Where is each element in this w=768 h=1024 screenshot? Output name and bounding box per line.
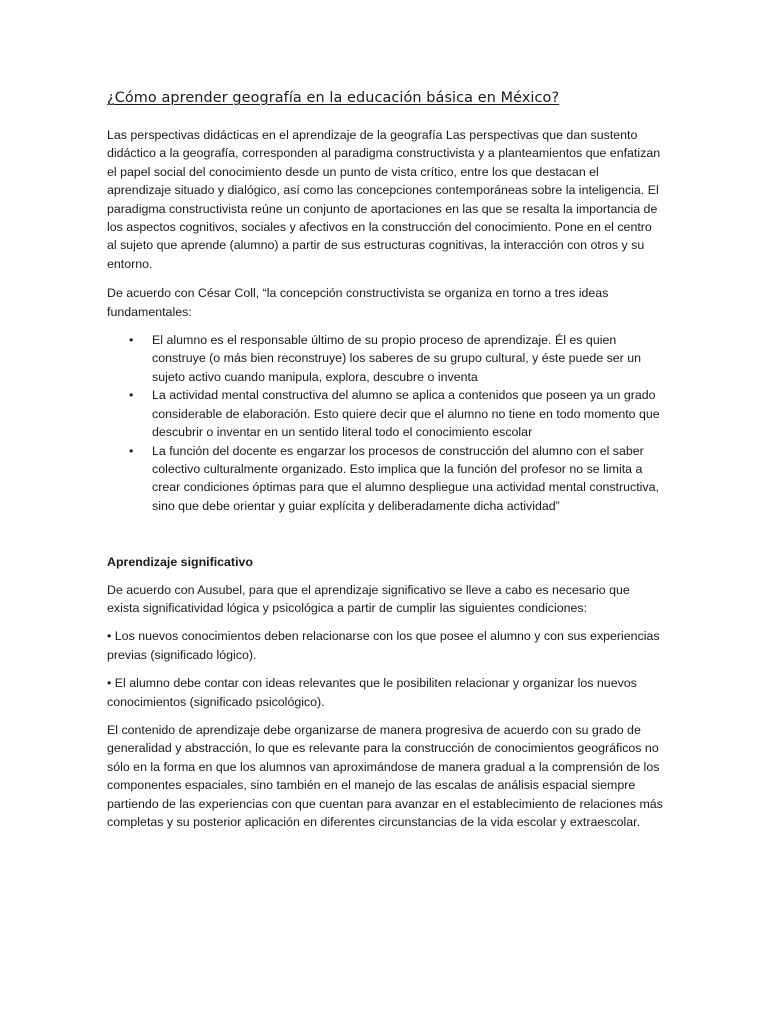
bullet-icon: •: [129, 443, 134, 458]
list-item: [129, 331, 663, 386]
bullet-icon: •: [129, 333, 134, 348]
list-item: [129, 442, 663, 516]
condition-paragraph-2: • El alumno debe contar con ideas relevantes que le posibiliten relacionar y organizar los nuevos conocimientos (significado psicológico).: [107, 676, 637, 709]
bullet-icon: •: [129, 388, 134, 403]
closing-paragraph: El contenido de aprendizaje debe organizarse de manera progresiva de acuerdo con su grado de generalidad y abstracción, lo que es relevante para la construcción de conocimientos geográficos no sólo en la forma en que los alumnos van aproximándose de manera gradual a la comprensión de los componentes espaciales, sino también en el manejo de las escalas de análisis espacial siempre partiendo de las experiencias con que cuentan para avanzar en el establecimiento de relaciones más completas y su posterior aplicación en diferentes circunstancias de la vida escolar y extraescolar.: [107, 722, 663, 829]
coll-intro-paragraph: De acuerdo con César Coll, “la concepción constructivista se organiza en torno a tres ideas fundamentales:: [107, 286, 609, 319]
ausubel-paragraph: De acuerdo con Ausubel, para que el aprendizaje significativo se lleve a cabo es necesario que exista significatividad lógica y psicológica a partir de cumplir las siguientes condiciones:: [107, 582, 630, 615]
page-title: ¿Cómo aprender geografía en la educación básica en México?: [107, 90, 560, 106]
list-item-text: La función del docente es engarzar los procesos de construcción del alumno con el saber colectivo culturalmente organizado. Esto implica que la función del profesor no se limita a crear condiciones óptimas para que el alumno despliegue una actividad mental constructiva, sino que debe orientar y guiar explícita y deliberadamente dicha actividad”: [152, 443, 659, 513]
document-body: [107, 88, 663, 831]
list-item-text: El alumno es el responsable último de su propio proceso de aprendizaje. Él es quien construye (o más bien reconstruye) los saberes de su grupo cultural, y éste puede ser un sujeto activo cuando manipula, explora, descubre o inventa: [152, 333, 642, 384]
section-heading: Aprendizaje significativo: [107, 555, 253, 570]
list-item-text: La actividad mental constructiva del alumno se aplica a contenidos que poseen ya un grado considerable de elaboración. Esto quiere decir que el alumno no tiene en todo momento que descubrir o inventar en un sentido literal todo el conocimiento escolar: [152, 388, 660, 440]
intro-paragraph: Las perspectivas didácticas en el aprendizaje de la geografía Las perspectivas que dan sustento didáctico a la geografía, corresponden al paradigma constructivista y a planteamientos que enfatizan el papel social del conocimiento desde un punto de vista crítico, entre los que destacan el aprendizaje situado y dialógico, así como las concepciones contemporáneas sobre la inteligencia. El paradigma constructivista reúne un conjunto de aportaciones en las que se resalta la importancia de los aspectos cognitivos, sociales y afectivos en la construcción del conocimiento. Pone en el centro al sujeto que aprende (alumno) a partir de sus estructuras cognitivas, la interacción con otros y su entorno.: [107, 128, 661, 271]
list-item: [129, 386, 663, 441]
ideas-list: [107, 331, 663, 515]
text-content: [107, 126, 663, 831]
condition-paragraph-1: • Los nuevos conocimientos deben relacionarse con los que posee el alumno y con sus experiencias previas (significado lógico).: [107, 629, 660, 662]
